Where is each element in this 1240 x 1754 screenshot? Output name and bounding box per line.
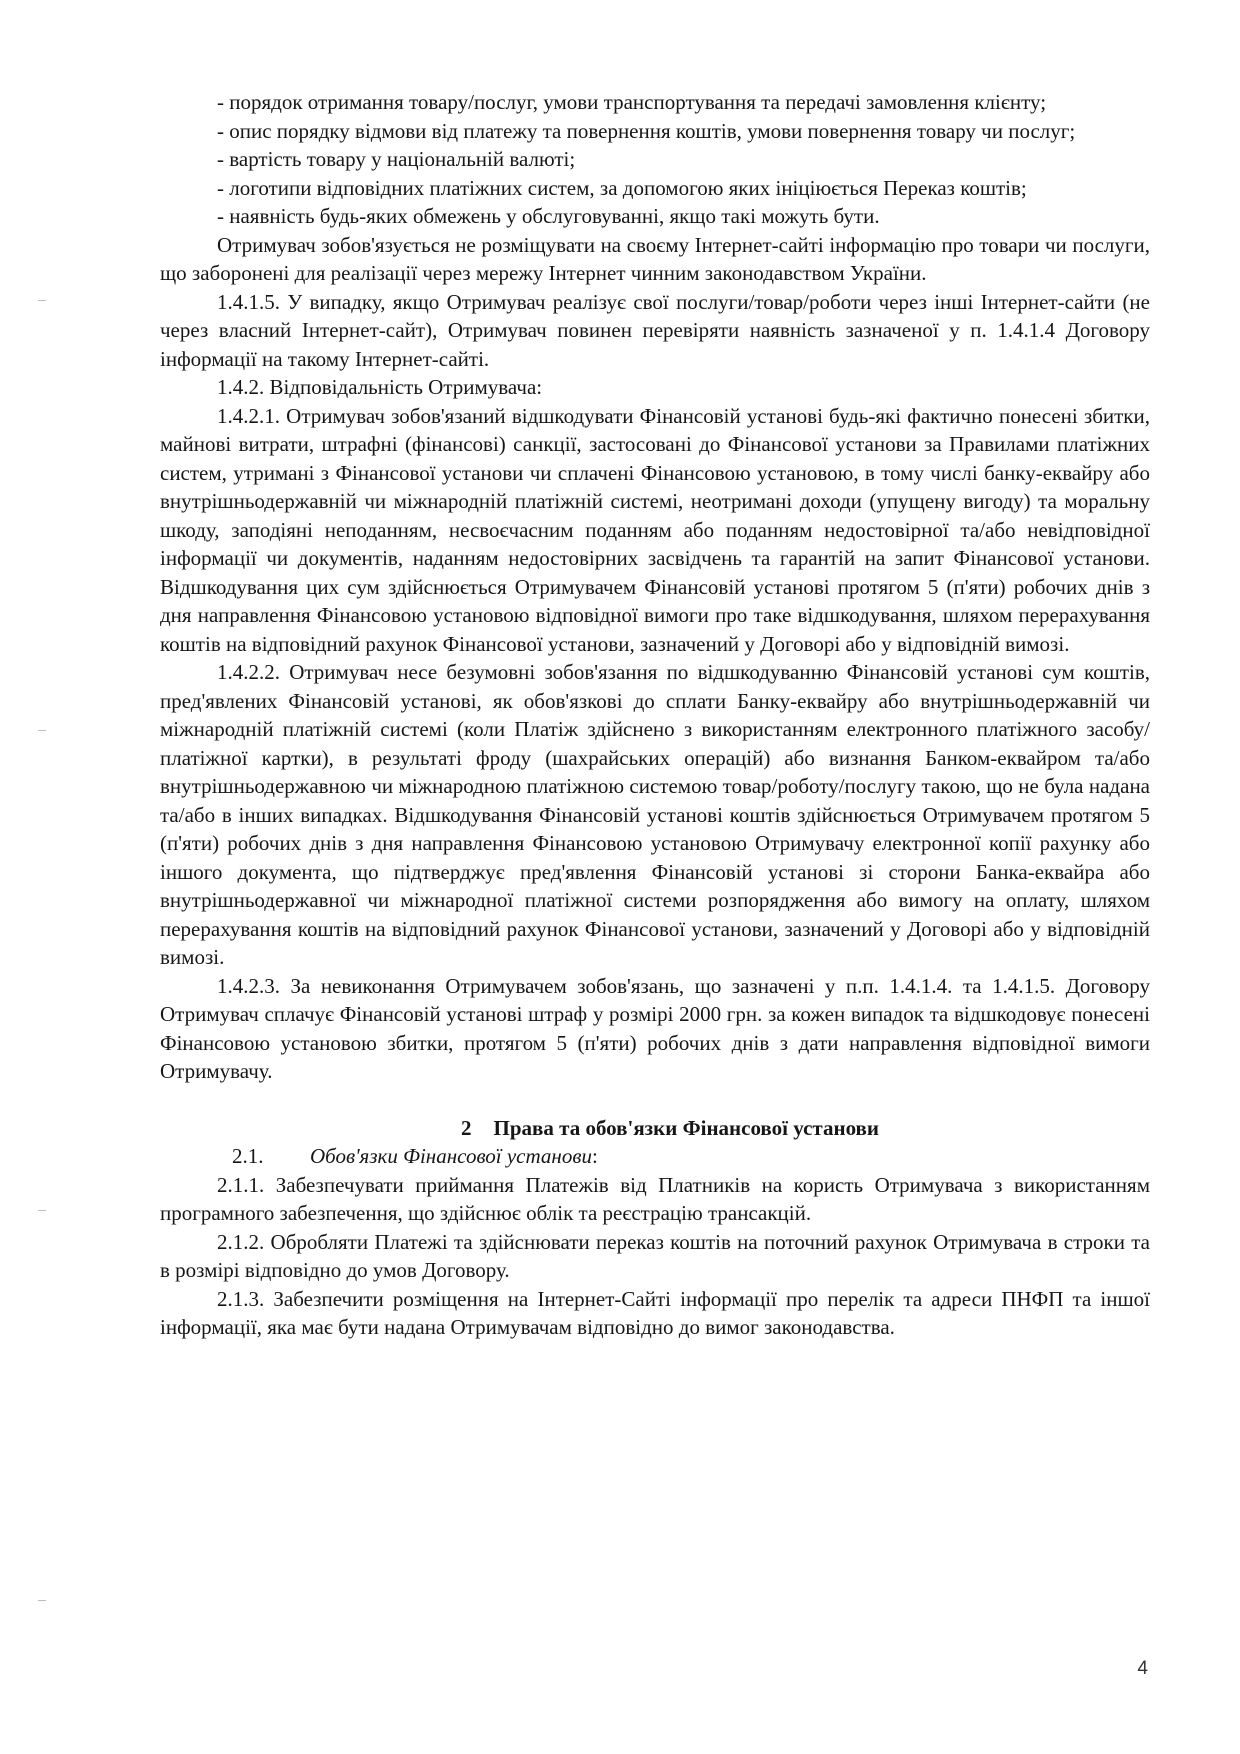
margin-mark <box>38 1600 46 1601</box>
paragraph: - логотипи відповідних платіжних систем, за допомогою яких ініціюється Переказ коштів; <box>217 175 1027 200</box>
paragraph: 2.1.2. Обробляти Платежі та здійснювати переказ коштів на поточний рахунок Отримувача в строки та в розмірі відповідно до умов Договору. <box>160 1229 1150 1282</box>
paragraph: - опис порядку відмови від платежу та повернення коштів, умови повернення товару чи послуг; <box>217 118 1076 143</box>
section-number: 2 <box>461 1115 472 1140</box>
paragraph: Отримувач зобов'язується не розміщувати на своєму Інтернет-сайті інформацію про товари чи послуги, що заборонені для реалізації через мережу Інтернет чинним законодавством України. <box>160 232 1150 285</box>
paragraph: 1.4.2.2. Отримувач несе безумовні зобов'язання по відшкодуванню Фінансовій установі сум коштів, пред'явлених Фінансовій установі, як обов'язкові до сплати Банку-еквайру або внутрішньодержавній чи міжнародній платіжній системі (коли Платіж здійснено з використанням електронного платіжного засобу/платіжної картки), в результаті фроду (шахрайських операцій) або визнання Банком-еквайром та/або внутрішньодержавною чи міжнародною платіжною системою товар/роботу/послугу такою, що не була надана та/або в інших випадках. Відшкодування Фінансовій установі коштів здійснюється Отримувачем протягом 5 (п'яти) робочих днів з дня направлення Фінансовою установою Отримувачу електронної копії рахунку або іншого документа, що підтверджує пред'явлення Фінансовій установі зі сторони Банка-еквайра або внутрішньодержавної чи міжнародної платіжної системи розпорядження або вимогу на оплату, шляхом перерахування коштів на відповідний рахунок Фінансової установи, зазначений у Договорі або у відповідній вимозі. <box>160 660 1150 969</box>
paragraph: 2.1.1. Забезпечувати приймання Платежів від Платників на користь Отримувача з використанням програмного забезпечення, що здійснює облік та реєстрацію трансакцій. <box>160 1172 1150 1225</box>
spacer <box>160 1086 1150 1114</box>
subsection-suffix: : <box>591 1144 598 1168</box>
section-heading <box>160 1114 1150 1143</box>
margin-mark <box>38 300 46 301</box>
page-number: 4 <box>1137 1658 1148 1679</box>
document-page <box>160 88 1150 1342</box>
subsection-heading <box>160 1142 1150 1171</box>
paragraph: 1.4.2. Відповідальність Отримувача: <box>217 375 543 399</box>
subsection-title: Обов'язки Фінансової установи <box>310 1144 592 1168</box>
paragraph: - вартість товару у національній валюті; <box>217 147 576 171</box>
paragraph: - порядок отримання товару/послуг, умови транспортування та передачі замовлення клієнту; <box>217 90 1047 114</box>
paragraph: 2.1.3. Забезпечити розміщення на Інтернет-Сайті інформації про перелік та адреси ПНФП та іншої інформації, яка має бути надана Отримувачам відповідно до вимог законодавства. <box>160 1286 1150 1339</box>
subsection-number: 2.1. <box>232 1144 264 1168</box>
paragraph: 1.4.2.1. Отримувач зобов'язаний відшкодувати Фінансовій установі будь-які фактично понесені збитки, майнові витрати, штрафні (фінансові) санкції, застосовані до Фінансової установи за Правилами платіжних систем, утримані з Фінансової установи чи сплачені Фінансовою установою, в тому числі банку-еквайру або внутрішньодержавній чи міжнародній платіжній системі, неотримані доходи (упущену вигоду) та моральну шкоду, заподіяні неподанням, несвоєчасним поданням або поданням недостовірної та/або невідповідної інформації чи документів, наданням недостовірних засвідчень та гарантій на запит Фінансової установи. Відшкодування цих сум здійснюється Отримувачем Фінансовій установі протягом 5 (п'яти) робочих днів з дня направлення Фінансовою установою відповідної вимоги про таке відшкодування, шляхом перерахування коштів на відповідний рахунок Фінансової установи, зазначений у Договорі або у відповідній вимозі. <box>160 403 1150 656</box>
paragraph: - наявність будь-яких обмежень у обслуговуванні, якщо такі можуть бути. <box>217 204 880 228</box>
paragraph: 1.4.2.3. За невиконання Отримувачем зобов'язань, що зазначені у п.п. 1.4.1.4. та 1.4.1.5. Договору Отримувач сплачує Фінансовій установі штраф у розмірі 2000 грн. за кожен випадок та відшкодовує понесені Фінансовою установою збитки, протягом 5 (п'яти) робочих днів з дати направлення відповідної вимоги Отримувачу. <box>160 973 1150 1083</box>
paragraph: 1.4.1.5. У випадку, якщо Отримувач реалізує свої послуги/товар/роботи через інші Інтернет-сайти (не через власний Інтернет-сайт), Отримувач повинен перевіряти наявність зазначеної у п. 1.4.1.4 Договору інформації на такому Інтернет-сайті. <box>160 289 1150 371</box>
margin-mark <box>38 730 46 731</box>
margin-mark <box>38 1210 46 1211</box>
section-title: Права та обов'язки Фінансової установи <box>493 1115 879 1140</box>
